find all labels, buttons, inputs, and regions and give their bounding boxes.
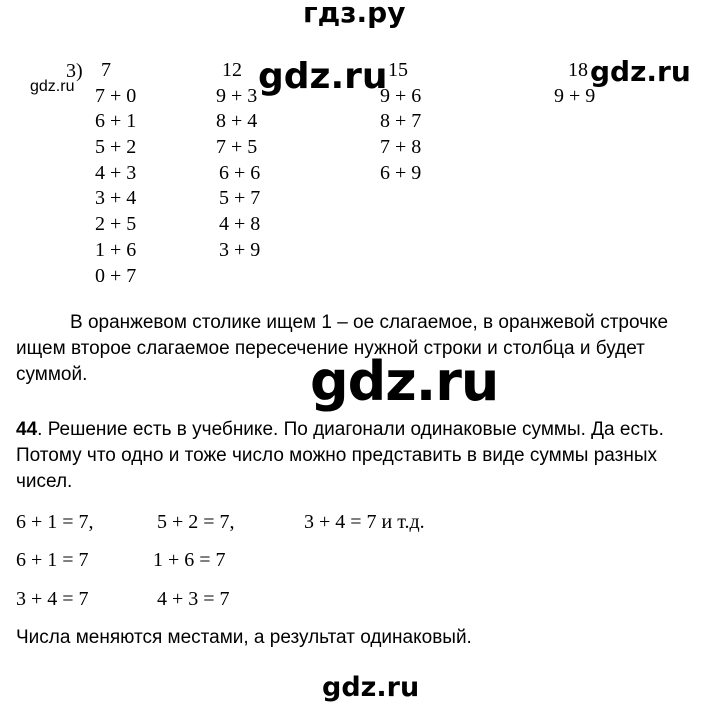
watermark-left-small: gdz.ru [30, 78, 75, 95]
watermark-top-right: gdz.ru [590, 55, 691, 88]
task44-line: 44. Решение есть в учебнике. По диагонали одинаковые суммы. Да есть. [16, 419, 664, 440]
task3-number: 3) [66, 60, 83, 82]
explanation-line: В оранжевом столике ищем 1 – ое слагаемое, в оранжевой строчке [70, 312, 669, 333]
site-title: гдз.ру [303, 0, 406, 29]
watermark-top-middle: gdz.ru [258, 56, 388, 97]
addition-row: 9 + 3 [216, 84, 258, 107]
column-sum-header: 12 [222, 59, 242, 81]
addition-row: 6 + 9 [380, 161, 422, 184]
sum-column-7 [95, 58, 136, 289]
addition-row: 7 + 5 [216, 136, 258, 159]
addition-row: 4 + 3 [95, 161, 137, 184]
equation: 4 + 3 = 7 [157, 588, 230, 610]
explanation-line: ищем второе слагаемое пересечение нужной строки и столбца и будет [16, 338, 645, 359]
sum-column-18 [554, 58, 595, 109]
addition-row: 8 + 4 [216, 110, 258, 133]
equation: 3 + 4 = 7 [16, 588, 89, 610]
addition-row: 8 + 7 [380, 110, 422, 133]
equation: 5 + 2 = 7, [157, 511, 235, 533]
addition-row: 7 + 0 [95, 84, 137, 107]
addition-row: 3 + 9 [219, 238, 261, 261]
addition-row: 3 + 4 [95, 187, 137, 210]
addition-row: 4 + 8 [219, 213, 261, 236]
equation: 3 + 4 = 7 и т.д. [304, 511, 425, 533]
addition-row: 6 + 6 [219, 161, 261, 184]
sum-column-15 [380, 58, 421, 186]
addition-row: 5 + 7 [219, 187, 261, 210]
addition-row: 2 + 5 [95, 213, 137, 236]
equation: 6 + 1 = 7, [16, 511, 94, 533]
addition-row: 5 + 2 [95, 136, 137, 159]
task44-line: Потому что одно и тоже число можно представить в виде суммы разных [16, 445, 658, 466]
watermark-center-big: gdz.ru [310, 350, 499, 413]
addition-row: 0 + 7 [95, 264, 137, 287]
equation: 1 + 6 = 7 [153, 549, 226, 571]
watermark-footer: gdz.ru [322, 672, 420, 703]
column-sum-header: 7 [101, 59, 111, 81]
addition-row: 9 + 9 [554, 84, 596, 107]
equation: 6 + 1 = 7 [16, 549, 89, 571]
sum-column-12 [216, 58, 260, 264]
column-sum-header: 15 [388, 59, 408, 81]
addition-row: 9 + 6 [380, 84, 422, 107]
task44-text [16, 417, 716, 495]
task44-line: чисел. [16, 471, 73, 492]
addition-row: 7 + 8 [380, 136, 422, 159]
explanation-line: суммой. [16, 364, 88, 385]
addition-row: 6 + 1 [95, 110, 137, 133]
task44-conclusion: Числа меняются местами, а результат одинаковый. [16, 627, 472, 648]
task44-number: 44 [16, 419, 38, 440]
addition-row: 1 + 6 [95, 238, 137, 261]
column-sum-header: 18 [568, 59, 588, 81]
